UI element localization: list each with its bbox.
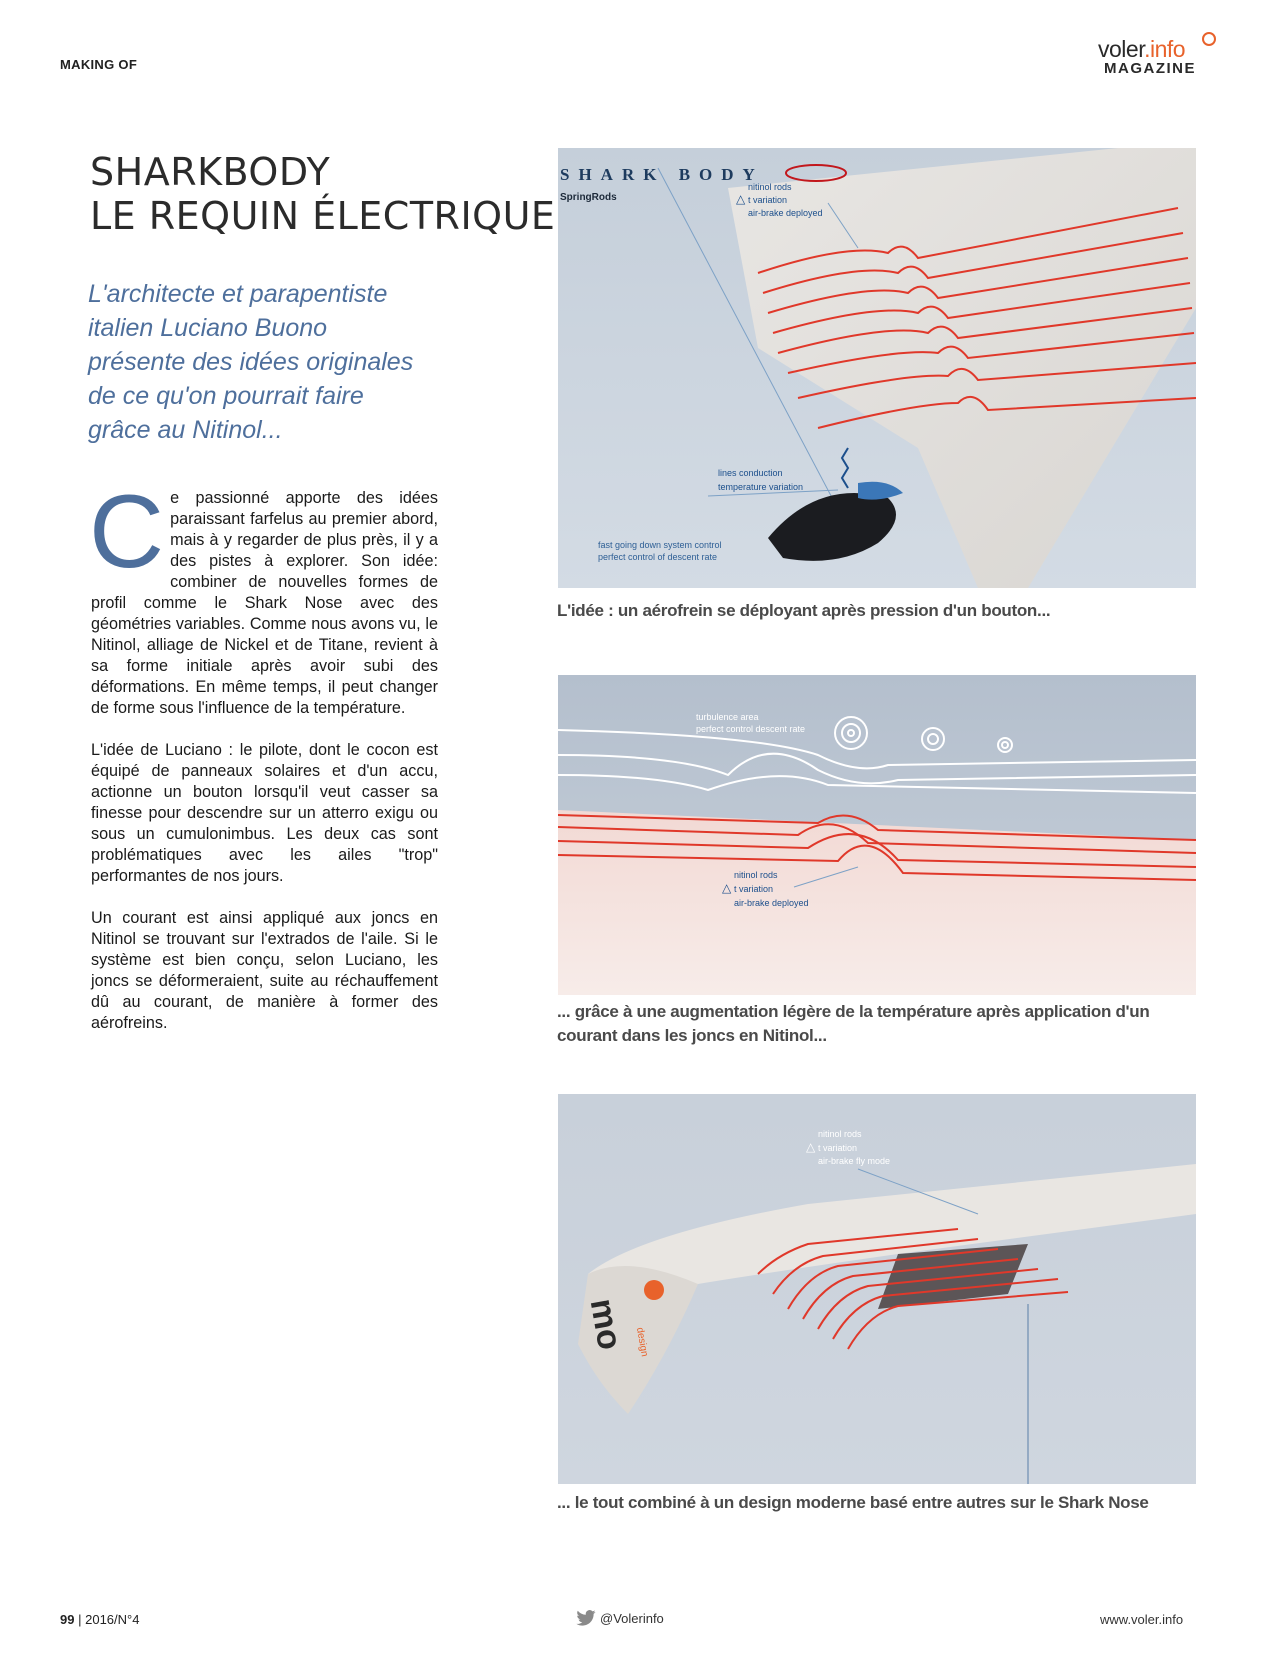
- fig2-turb-label: turbulence area: [696, 712, 759, 722]
- footer-separator: |: [78, 1612, 82, 1627]
- section-label: MAKING OF: [60, 57, 138, 72]
- logo-ring-icon: [1202, 32, 1216, 46]
- lead-line: grâce au Nitinol...: [88, 416, 283, 444]
- figure-modern-design: [558, 1094, 1196, 1484]
- lead-line: L'architecte et parapentiste: [88, 280, 388, 308]
- lead-line: de ce qu'on pourrait faire: [88, 382, 364, 410]
- twitter-handle[interactable]: [576, 1610, 664, 1626]
- figure-sharkbody-airbrake: [558, 148, 1196, 588]
- fig1-delta-label: t variation: [748, 195, 788, 205]
- fig3-delta-label: t variation: [818, 1143, 858, 1153]
- figure-caption: L'idée : un aérofrein se déployant après pression d'un bouton...: [557, 601, 1051, 620]
- logo-magazine: MAGAZINE: [1104, 60, 1196, 77]
- fig3-mode-label: air-brake fly mode: [818, 1156, 891, 1166]
- delta-icon: △: [806, 1140, 816, 1154]
- fig1-perfect-label: perfect control of descent rate: [598, 552, 718, 562]
- lead-line: présente des idées originales: [88, 348, 414, 376]
- twitter-handle-text: @Volerinfo: [600, 1610, 664, 1626]
- fig1-temp-label: temperature variation: [718, 482, 804, 492]
- figure-caption: ... le tout combiné à un design moderne basé entre autres sur le Shark Nose: [557, 1493, 1149, 1512]
- drop-cap: C: [89, 474, 165, 590]
- delta-icon: △: [722, 881, 732, 895]
- article-title: [90, 150, 555, 238]
- delta-icon: △: [736, 192, 746, 206]
- paragraph: Un courant est ainsi appliqué aux joncs en Nitinol se trouvant sur l'extrados de l'aile. Si le système est bien conçu, selon Luciano, les joncs se déformeraient, suite au réchauffement dû au courant, de manière à former des aérofreins.: [91, 909, 438, 1032]
- fig1-brand-label: SHARK BODY: [560, 165, 764, 184]
- fig1-fast-label: fast going down system control: [598, 540, 722, 550]
- article-body: [89, 474, 438, 1055]
- orange-dot-icon: [644, 1280, 664, 1300]
- fig2-brake-label: air-brake deployed: [734, 898, 809, 908]
- logo-brand: voler.info: [1098, 36, 1186, 62]
- lead-line: italien Luciano Buono: [88, 314, 328, 342]
- fig2-perfect-label: perfect control descent rate: [696, 724, 806, 734]
- fig1-sub-label: SpringRods: [560, 192, 617, 203]
- fig1-brake-label: air-brake deployed: [748, 208, 823, 218]
- fig2-delta-label: t variation: [734, 884, 774, 894]
- issue-number: 2016/N°4: [85, 1612, 140, 1627]
- twitter-icon: [576, 1610, 596, 1626]
- article-lead: [88, 277, 468, 447]
- fig1-rods-label: nitinol rods: [748, 182, 792, 192]
- fig3-design-label: design: [633, 1326, 650, 1358]
- fig2-rods-label: nitinol rods: [734, 870, 778, 880]
- fig3-rods-label: nitinol rods: [818, 1129, 862, 1139]
- website-link[interactable]: www.voler.info: [1100, 1612, 1184, 1627]
- paragraph: Ce passionné apporte des idées paraissant farfelus au premier abord, mais à y regarder de plus près, il y a des pistes à explorer. Son idée: combiner de nouvelles formes de profil comme le Shark Nose avec des géométries variables. Comme nous avons vu, le Nitinol, alliage de Nickel et de Titane, revient à sa forme initiale après avoir subi des déformations. En même temps, il peut changer de forme sous l'influence de la température.: [89, 474, 438, 717]
- figure-turbulence: [558, 675, 1196, 995]
- footer-page-info: [60, 1612, 139, 1627]
- figure-caption: ... grâce à une augmentation légère de la température après application d'un courant dans les joncs en Nitinol...: [557, 1002, 1150, 1045]
- fig3-mo-logo: mo: [582, 1295, 629, 1353]
- paragraph: L'idée de Luciano : le pilote, dont le cocon est équipé de panneaux solaires et d'un accu, actionne un bouton lorsqu'il veut casser sa finesse pour descendre sur un atterro exigu ou sous un cumulonimbus. Les deux cas sont problématiques avec les ailes "trop" performantes de nos jours.: [91, 741, 438, 885]
- page-number: 99: [60, 1612, 75, 1627]
- title-line: SHARKBODY: [90, 150, 331, 194]
- fig1-lines-label: lines conduction: [718, 468, 783, 478]
- title-line: LE REQUIN ÉLECTRIQUE: [90, 194, 556, 238]
- voler-logo[interactable]: [1098, 32, 1216, 78]
